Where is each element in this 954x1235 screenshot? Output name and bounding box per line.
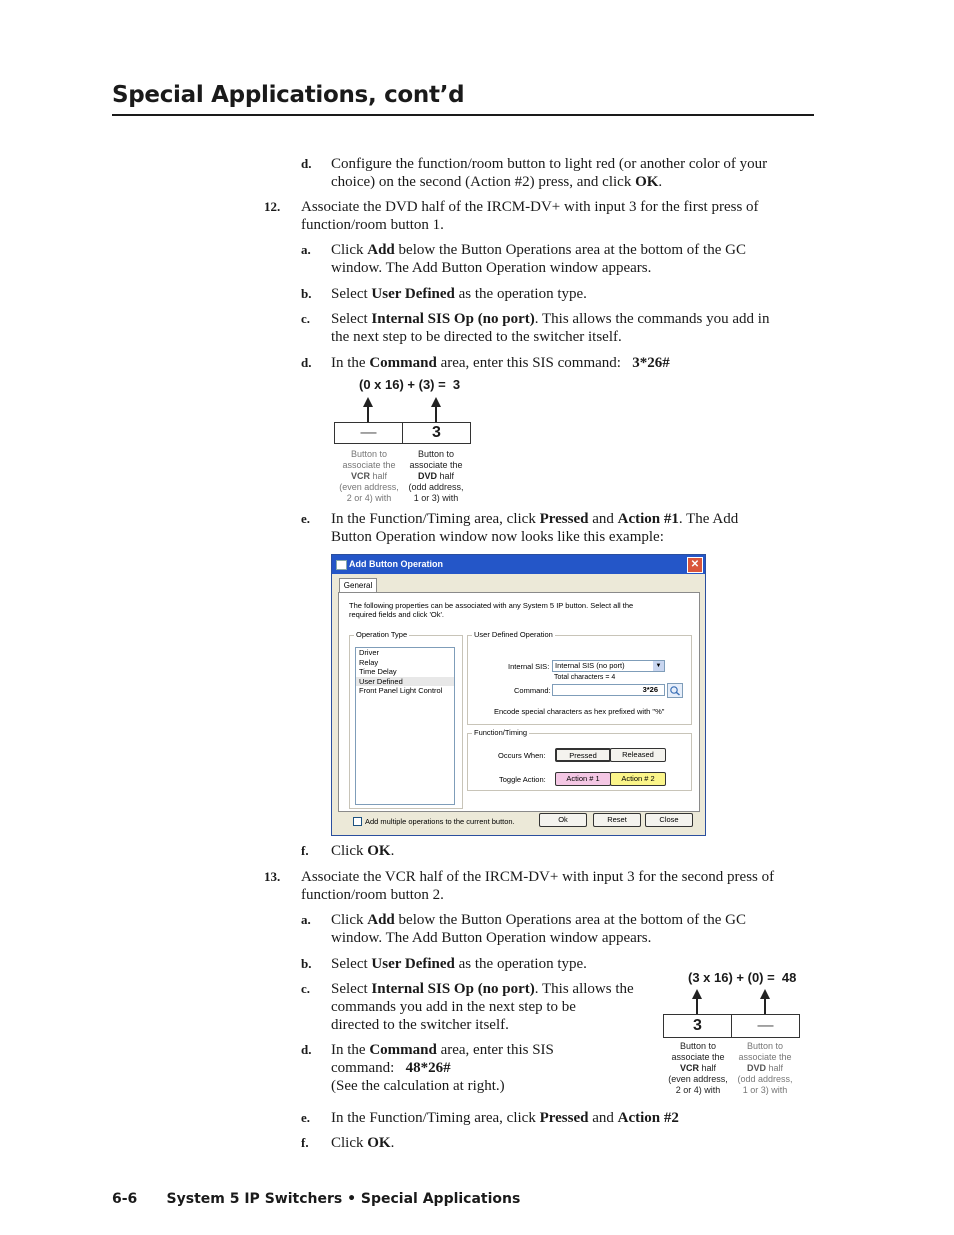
step-label: d. — [301, 355, 312, 370]
step-label: a. — [301, 912, 311, 927]
step-label: a. — [301, 242, 311, 257]
step-label: d. — [301, 1042, 312, 1057]
arrow-up-icon — [764, 998, 766, 1015]
command-input[interactable]: 3*26 — [552, 684, 665, 696]
action-1-button[interactable]: Action # 1 — [555, 772, 611, 786]
step-text: Click Add below the Button Operations area at the bottom of the GC window. The Add Button Operation window appears. — [331, 242, 746, 276]
list-item[interactable]: Relay — [359, 657, 379, 667]
step-label: c. — [301, 981, 311, 996]
diagram-caption-dvd: Button to associate the DVD half (odd address, 1 or 3) with — [737, 1041, 793, 1095]
step-text: In the Function/Timing area, click Pressed and Action #1. The Add Button Operation window now looks like this example: — [331, 511, 739, 545]
step-text: Configure the function/room button to light red (or another color of your choice) on the second (Action #2) press, and click OK. — [331, 156, 768, 190]
total-characters: Total characters = 4 — [554, 674, 616, 681]
step-text: Associate the VCR half of the IRCM-DV+ with input 3 for the second press of function/room button 2. — [301, 869, 775, 903]
arrow-up-icon — [435, 406, 437, 423]
user-defined-title: User Defined Operation — [474, 630, 553, 639]
diagram-caption-dvd: Button to associate the DVD half (odd address, 1 or 3) with — [408, 449, 464, 503]
step-text: Click OK. — [331, 1135, 395, 1151]
step-text: Select User Defined as the operation type. — [331, 956, 587, 972]
step-label: b. — [301, 286, 312, 301]
tab-general[interactable]: General — [339, 578, 377, 593]
step-label: d. — [301, 156, 312, 171]
internal-sis-label: Internal SIS: — [508, 662, 550, 671]
diagram-caption-vcr: Button to associate the VCR half (even address, 2 or 4) with — [668, 1041, 728, 1095]
step-text: Associate the DVD half of the IRCM-DV+ with input 3 for the first press of function/room button 1. — [301, 199, 759, 233]
step-label: c. — [301, 311, 311, 326]
diagram-caption-vcr: Button to associate the VCR half (even address, 2 or 4) with — [339, 449, 399, 503]
reset-button[interactable]: Reset — [593, 813, 641, 827]
diagram-box-dvd: — — [731, 1014, 800, 1038]
internal-sis-select[interactable] — [552, 660, 665, 672]
close-button[interactable]: Close — [645, 813, 693, 827]
dialog-title-bar — [332, 555, 705, 574]
toggle-action-label: Toggle Action: — [499, 775, 546, 784]
step-number: 13. — [264, 869, 281, 884]
step-text: In the Command area, enter this SIS command: 48*26# (See the calculation at right.) — [331, 1042, 554, 1094]
command-lookup-icon[interactable] — [667, 683, 683, 698]
step-label: f. — [301, 843, 309, 858]
step-text: In the Function/Timing area, click Pressed and Action #2 — [331, 1110, 679, 1126]
user-defined-group — [467, 630, 692, 725]
function-timing-title: Function/Timing — [474, 728, 528, 737]
arrow-up-icon — [367, 406, 369, 423]
diagram-formula: (3 x 16) + (0) = 48 — [688, 970, 797, 985]
step-number: 12. — [264, 199, 281, 214]
step-text: Select User Defined as the operation type. — [331, 286, 587, 302]
step-text: Select Internal SIS Op (no port). This allows the commands you add in the next step to be directed to the switcher itself. — [331, 311, 770, 345]
step-label: f. — [301, 1135, 309, 1150]
page-header-title: Special Applications, cont’d — [112, 82, 465, 108]
list-item[interactable]: Time Delay — [359, 667, 397, 676]
list-item-selected[interactable]: User Defined — [356, 677, 454, 687]
step-label: e. — [301, 511, 311, 526]
diagram-box-vcr: — — [334, 422, 403, 444]
chevron-down-icon[interactable]: ▼ — [653, 661, 664, 671]
intro-text-line1: The following properties can be associated with any System 5 IP button. Select all the — [349, 601, 634, 610]
header-rule — [112, 114, 814, 116]
internal-sis-value: Internal SIS (no port) — [555, 661, 625, 670]
ok-button[interactable]: Ok — [539, 813, 587, 827]
diagram-box-dvd: 3 — [402, 422, 471, 444]
step-label: b. — [301, 956, 312, 971]
page-footer: 6-6 System 5 IP Switchers • Special Applications — [112, 1191, 521, 1207]
diagram-box-vcr: 3 — [663, 1014, 732, 1038]
step-label: e. — [301, 1110, 311, 1125]
diagram-formula: (0 x 16) + (3) = 3 — [359, 377, 461, 392]
step-text: Select Internal SIS Op (no port). This allows the commands you add in the next step to be directed to the switcher itself. — [331, 981, 634, 1033]
window-icon — [336, 560, 347, 570]
released-button[interactable]: Released — [610, 748, 666, 762]
general-panel — [338, 592, 700, 812]
close-icon[interactable]: ✕ — [687, 557, 703, 573]
operation-type-list[interactable] — [355, 647, 455, 805]
occurs-when-label: Occurs When: — [498, 751, 546, 760]
pressed-button[interactable]: Pressed — [555, 748, 611, 762]
operation-type-title: Operation Type — [356, 630, 408, 639]
step-text: In the Command area, enter this SIS command: 3*26# — [331, 355, 670, 371]
encode-note: Encode special characters as hex prefixed with "%" — [494, 707, 665, 716]
intro-text-line2: required fields and click 'Ok'. — [349, 610, 444, 619]
dialog-title: Add Button Operation — [349, 559, 443, 569]
command-label: Command: — [514, 686, 551, 695]
step-text: Click OK. — [331, 843, 395, 859]
list-item[interactable]: Front Panel Light Control — [359, 686, 443, 695]
add-multiple-label: Add multiple operations to the current button. — [365, 817, 515, 826]
add-button-operation-dialog — [331, 554, 706, 836]
function-timing-group — [467, 728, 692, 791]
list-item[interactable]: Driver — [359, 648, 379, 657]
step-text: Click Add below the Button Operations area at the bottom of the GC window. The Add Button Operation window appears. — [331, 912, 746, 946]
action-2-button[interactable]: Action # 2 — [610, 772, 666, 786]
add-multiple-checkbox[interactable] — [353, 817, 362, 826]
operation-type-group — [349, 630, 463, 809]
arrow-up-icon — [696, 998, 698, 1015]
